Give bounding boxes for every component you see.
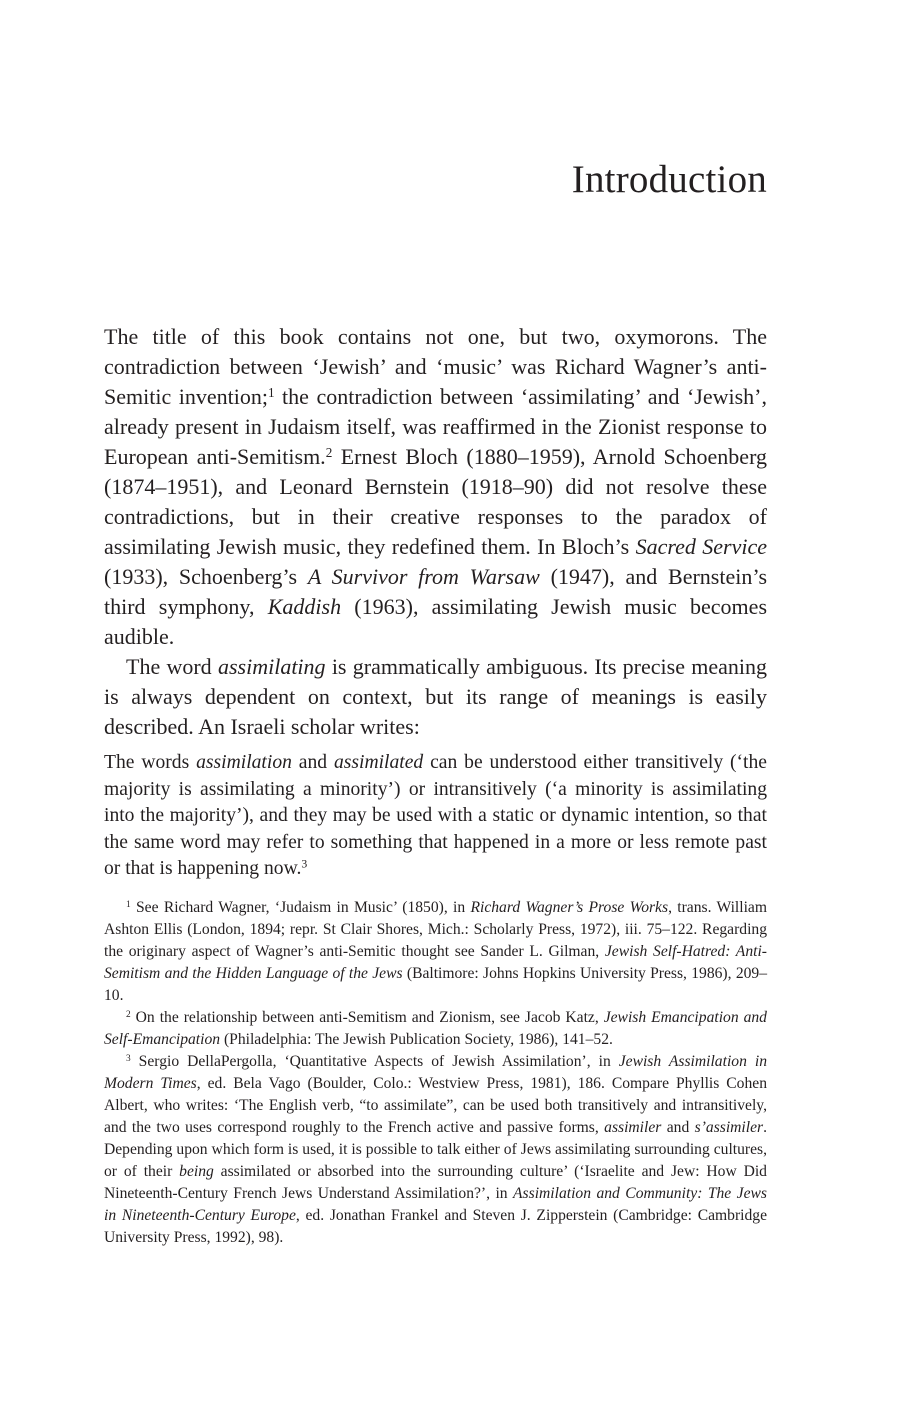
text-run: and — [291, 752, 334, 773]
text-run: (Philadelphia: The Jewish Publication Society, 1986), 141–52. — [220, 1030, 613, 1048]
citation-title: Jewish Assimilation in Modern Times — [104, 1052, 767, 1092]
block-quote — [104, 750, 767, 883]
citation-title: Richard Wagner’s Prose Works — [470, 898, 669, 916]
emphasis: assimilated — [333, 752, 424, 773]
emphasis: s’assimiler — [694, 1118, 764, 1136]
text-run: , trans. William Ashton Ellis (London, 1894; repr. St Clair Shores, Mich.: Scholarly Press, 1972), iii. 75–122. Regarding the originary aspect of Wagner’s anti-Semitic thought see Sander L. Gilman, — [104, 898, 767, 960]
footnote-ref-2[interactable]: 2 — [325, 444, 333, 460]
text-run: (1963), assimilating Jewish music becomes audible. — [104, 594, 768, 649]
text-run: (1947), and Bernstein’s third symphony, — [104, 564, 768, 619]
text-run: The title of this book contains not one, but two, oxymorons. The contradiction between ‘Jewish’ and ‘music’ was Richard Wagner’s anti-Semitic invention; — [104, 324, 767, 409]
work-title-survivor-from-warsaw: A Survivor from Warsaw — [307, 564, 540, 589]
footnotes — [104, 897, 767, 1249]
emphasis: assimiler — [604, 1118, 662, 1136]
citation-title: Jewish Self-Hatred: Anti-Semitism and the Hidden Language of the Jews — [104, 942, 767, 982]
footnote-1 — [104, 897, 767, 1007]
citation-title: Jewish Emancipation and Self-Emancipation — [104, 1008, 767, 1048]
paragraph-2 — [104, 652, 767, 742]
text-run: Sergio DellaPergolla, ‘Quantitative Aspects of Jewish Assimilation’, in — [130, 1052, 619, 1070]
text-run: and — [661, 1118, 695, 1136]
paragraph-1 — [104, 322, 767, 652]
text-run: . Depending upon which form is used, it is possible to talk either of Jews assimilating surrounding cultures, or of their — [104, 1118, 767, 1180]
chapter-title: Introduction — [571, 158, 767, 201]
footnote-number: 3 — [126, 1053, 131, 1064]
footnote-ref-1[interactable]: 1 — [267, 384, 275, 400]
footnote-2 — [104, 1007, 767, 1051]
main-text — [104, 322, 767, 1249]
text-run: , ed. Jonathan Frankel and Steven J. Zipperstein (Cambridge: Cambridge University Press, 1992), 98). — [104, 1206, 767, 1246]
text-run: assimilated or absorbed into the surrounding culture’ (‘Israelite and Jew: How Did Nineteenth-Century French Jews Understand Assimilation?’, in — [104, 1162, 767, 1202]
text-run: Ernest Bloch (1880–1959), Arnold Schoenberg (1874–1951), and Leonard Bernstein (1918–90) did not resolve these contradictions, but in their creative responses to the paradox of assimilating Jewish music, they redefined them. In Bloch’s — [104, 444, 767, 559]
text-run: On the relationship between anti-Semitism and Zionism, see Jacob Katz, — [130, 1008, 604, 1026]
footnote-number: 1 — [126, 899, 131, 910]
footnote-number: 2 — [126, 1009, 131, 1020]
emphasis: being — [179, 1162, 214, 1180]
text-run: , ed. Bela Vago (Boulder, Colo.: Westview Press, 1981), 186. Compare Phyllis Cohen Albert, who writes: ‘The English verb, “to assimilate”, can be used both transitively and intransitively, and the two uses correspond roughly to the French active and passive forms, — [104, 1074, 767, 1136]
work-title-kaddish: Kaddish — [267, 594, 342, 619]
work-title-sacred-service: Sacred Service — [635, 534, 767, 559]
citation-title: Assimilation and Community: The Jews in Nineteenth-Century Europe — [104, 1184, 767, 1224]
text-run: The word — [126, 654, 218, 679]
footnote-3 — [104, 1051, 767, 1249]
text-run: can be understood either transitively (‘the majority is assimilating a minority’) or intransitively (‘a minority is assimilating into the majority’), and they may be used with a static or dynamic intention, so that the same word may refer to something that happened in a more or less remote past or that is happening now. — [104, 752, 767, 879]
text-run: (Baltimore: Johns Hopkins University Press, 1986), 209–10. — [104, 964, 768, 1004]
text-run: the contradiction between ‘assimilating’ and ‘Jewish’, already present in Judaism itself, was reaffirmed in the Zionist response to European anti-Semitism. — [104, 384, 768, 469]
text-run: See Richard Wagner, ‘Judaism in Music’ (1850), in — [130, 898, 471, 916]
emphasis: assimilating — [217, 654, 326, 679]
text-run: The words — [104, 752, 197, 773]
footnote-ref-3[interactable]: 3 — [301, 857, 308, 871]
text-run: is grammatically ambiguous. Its precise meaning is always dependent on context, but its range of meanings is easily described. An Israeli scholar writes: — [104, 654, 767, 739]
emphasis: assimilation — [196, 752, 292, 773]
text-run: (1933), Schoenberg’s — [104, 564, 308, 589]
